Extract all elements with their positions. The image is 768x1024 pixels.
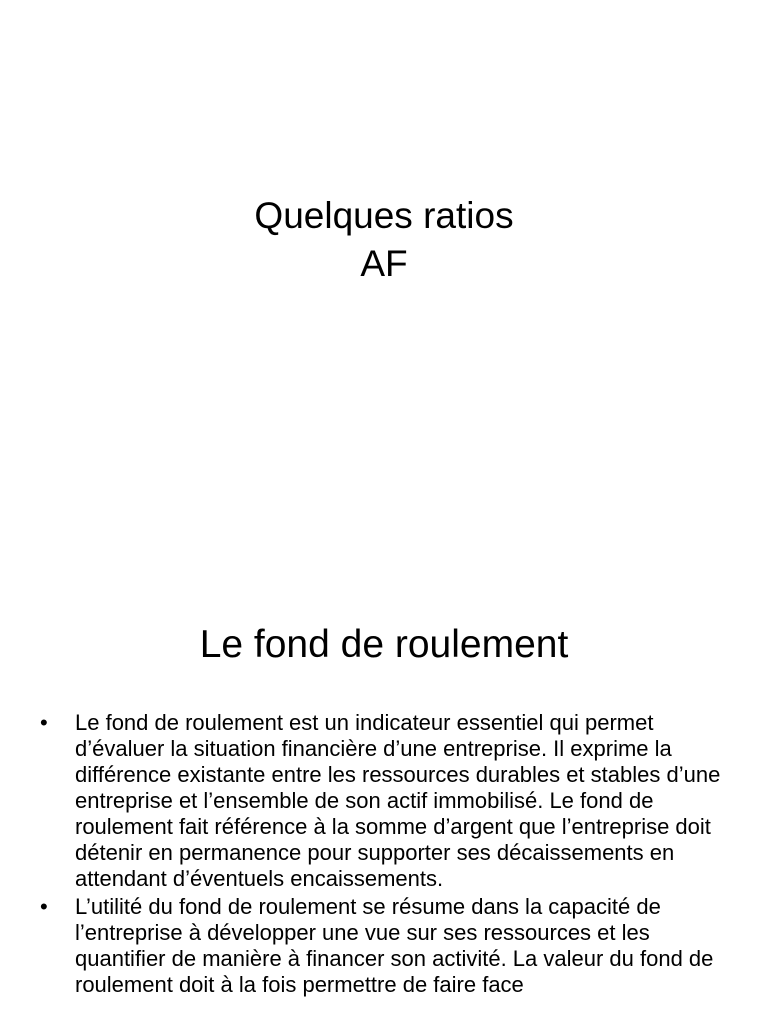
bullet-text: L’utilité du fond de roulement se résume dans la capacité de l’entreprise à développer une vue sur ses ressources et les quantifier de manière à financer son activité. La valeur du fond de roulement doit à la fois permettre de faire face (75, 894, 714, 997)
bullet-list (40, 710, 730, 1000)
slide-title (0, 192, 768, 288)
bullet-icon: • (40, 710, 48, 735)
bullet-item (40, 894, 730, 998)
title-line-2: AF (360, 243, 408, 284)
bullet-item (40, 710, 730, 892)
title-line-1: Quelques ratios (254, 195, 514, 236)
bullet-text: Le fond de roulement est un indicateur essentiel qui permet d’évaluer la situation financière d’une entreprise. Il exprime la différence existante entre les ressources durables et stables d’une entreprise et l’ensemble de son actif immobilisé. Le fond de roulement fait référence à la somme d’argent que l’entreprise doit détenir en permanence pour supporter ses décaissements en attendant d’éventuels encaissements. (75, 710, 721, 891)
slide-heading: Le fond de roulement (199, 623, 569, 666)
content-slide (0, 576, 768, 1024)
bullet-icon: • (40, 894, 48, 919)
